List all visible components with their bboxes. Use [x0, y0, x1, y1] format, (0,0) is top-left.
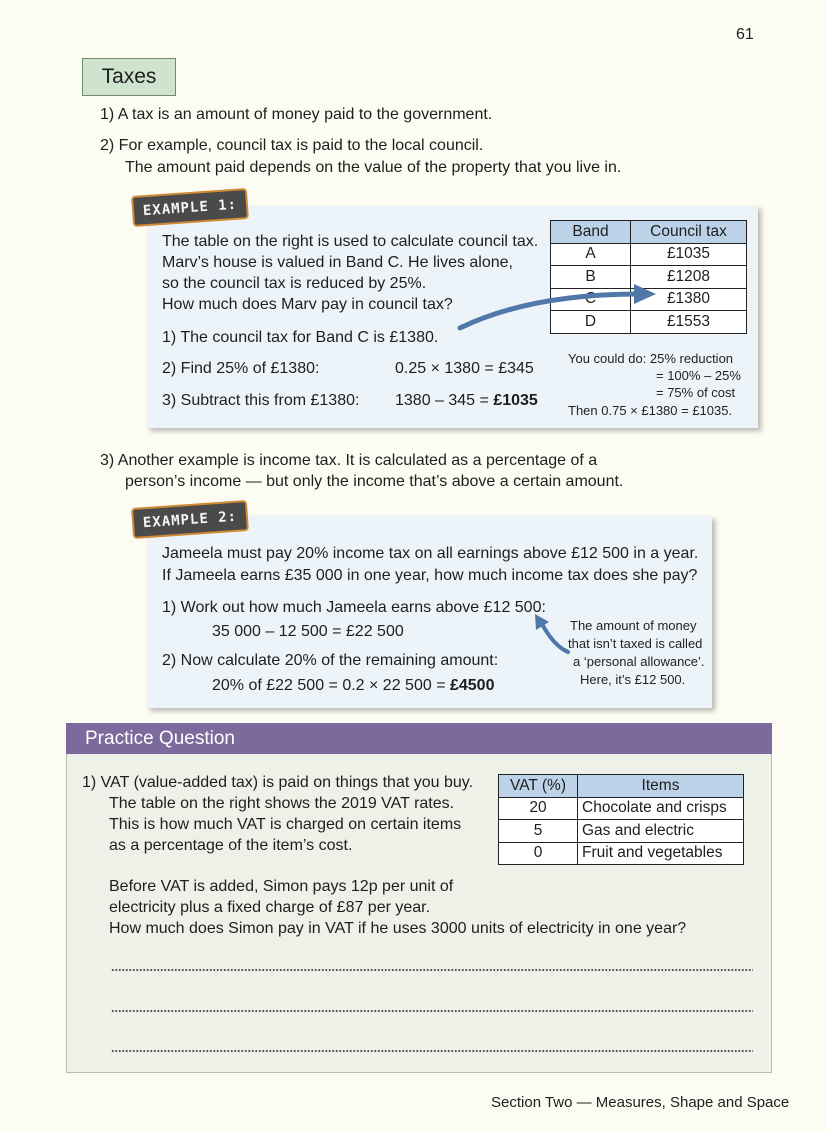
example-1-question-line: Marv’s house is valued in Band C. He lives alone, — [162, 254, 513, 271]
section-footer: Section Two — Measures, Shape and Space — [491, 1094, 790, 1111]
arrow-to-band-c-icon — [450, 276, 670, 336]
intro-point-1: 1) A tax is an amount of money paid to the government. — [100, 106, 493, 123]
example-1-note-line: You could do: 25% reduction — [568, 351, 734, 366]
example-2-question-line: Jameela must pay 20% income tax on all earnings above £12 500 in a year. — [162, 545, 699, 562]
example-2-step-1: 1) Work out how much Jameela earns above £12 500: — [162, 599, 546, 616]
table-row — [499, 842, 744, 865]
example-1-step-3-calc — [395, 390, 538, 412]
example-1-step-3-working: 1380 – 345 = — [395, 392, 494, 409]
example-1-step-3-label: 3) Subtract this from £1380: — [162, 392, 360, 409]
example-2-tag: EXAMPLE 2: — [131, 500, 249, 539]
example-1-step-1: 1) The council tax for Band C is £1380. — [162, 329, 439, 346]
example-1-question-line: How much does Marv pay in council tax? — [162, 296, 453, 313]
table-row — [499, 797, 744, 820]
practice-question-line: Before VAT is added, Simon pays 12p per unit of — [109, 878, 454, 895]
practice-question-header: Practice Question — [66, 723, 772, 754]
answer-line[interactable] — [111, 1050, 753, 1052]
band-cell: D — [551, 311, 631, 334]
example-1-tag: EXAMPLE 1: — [131, 188, 249, 227]
income-tax-point-cont: person’s income — but only the income that’s above a certain amount. — [125, 473, 624, 490]
council-tax-header-tax: Council tax — [631, 221, 747, 244]
example-2-question-line: If Jameela earns £35 000 in one year, how much income tax does she pay? — [162, 567, 698, 584]
answer-line[interactable] — [111, 1010, 753, 1012]
table-row — [499, 820, 744, 843]
vat-header-items: Items — [578, 775, 744, 798]
example-2-note-line: that isn’t taxed is called — [568, 636, 703, 651]
practice-question-line: 1) VAT (value-added tax) is paid on things that you buy. — [82, 774, 474, 791]
vat-table — [498, 774, 744, 865]
council-tax-cell: £1553 — [631, 311, 747, 334]
practice-question-line: The table on the right shows the 2019 VAT rates. — [109, 795, 455, 812]
vat-header-rate: VAT (%) — [499, 775, 578, 798]
council-tax-cell: £1380 — [631, 288, 747, 311]
example-2-step-2-working: 20% of £22 500 = 0.2 × 22 500 = — [212, 677, 450, 694]
example-1-note-line: Then 0.75 × £1380 = £1035. — [568, 403, 733, 418]
example-1-note-line: = 75% of cost — [656, 385, 736, 400]
practice-question-line: How much does Simon pay in VAT if he uses 3000 units of electricity in one year? — [109, 920, 687, 937]
band-cell: A — [551, 243, 631, 266]
example-2-answer: £4500 — [449, 677, 495, 694]
intro-point-2: 2) For example, council tax is paid to the local council. — [100, 137, 484, 154]
example-1-question-line: so the council tax is reduced by 25%. — [162, 275, 427, 292]
example-1-step-2-label: 2) Find 25% of £1380: — [162, 360, 320, 377]
vat-table-header-row — [499, 775, 744, 798]
council-tax-header-band: Band — [551, 221, 631, 244]
example-2-note-line: The amount of money — [570, 618, 697, 633]
vat-items-cell: Fruit and vegetables — [578, 842, 744, 865]
example-2-step-1-calc: 35 000 – 12 500 = £22 500 — [212, 623, 404, 640]
example-1-question-line: The table on the right is used to calculate council tax. — [162, 233, 539, 250]
answer-line[interactable] — [111, 969, 753, 971]
practice-question-line: as a percentage of the item’s cost. — [109, 837, 353, 854]
page-title: Taxes — [82, 58, 176, 96]
example-1-step-2-calc: 0.25 × 1380 = £345 — [395, 360, 534, 377]
example-2-step-2: 2) Now calculate 20% of the remaining amount: — [162, 652, 499, 669]
table-row — [551, 243, 747, 266]
example-2-note-line: Here, it’s £12 500. — [580, 672, 686, 687]
practice-question-line: This is how much VAT is charged on certain items — [109, 816, 462, 833]
council-tax-cell: £1035 — [631, 243, 747, 266]
vat-rate-cell: 5 — [499, 820, 578, 843]
example-2-step-2-calc — [212, 675, 494, 697]
council-tax-cell: £1208 — [631, 266, 747, 289]
band-cell: C — [551, 288, 631, 311]
practice-question-line: electricity plus a fixed charge of £87 per year. — [109, 899, 431, 916]
page-number: 61 — [736, 26, 754, 43]
vat-items-cell: Gas and electric — [578, 820, 744, 843]
band-cell: B — [551, 266, 631, 289]
income-tax-point: 3) Another example is income tax. It is calculated as a percentage of a — [100, 452, 598, 469]
vat-rate-cell: 0 — [499, 842, 578, 865]
example-1-note-line: = 100% – 25% — [656, 368, 741, 383]
vat-items-cell: Chocolate and crisps — [578, 797, 744, 820]
intro-point-2-cont: The amount paid depends on the value of the property that you live in. — [125, 159, 622, 176]
example-2-note-line: a ‘personal allowance’. — [573, 654, 705, 669]
example-1-answer: £1035 — [493, 392, 538, 409]
vat-rate-cell: 20 — [499, 797, 578, 820]
council-tax-table-header-row — [551, 221, 747, 244]
